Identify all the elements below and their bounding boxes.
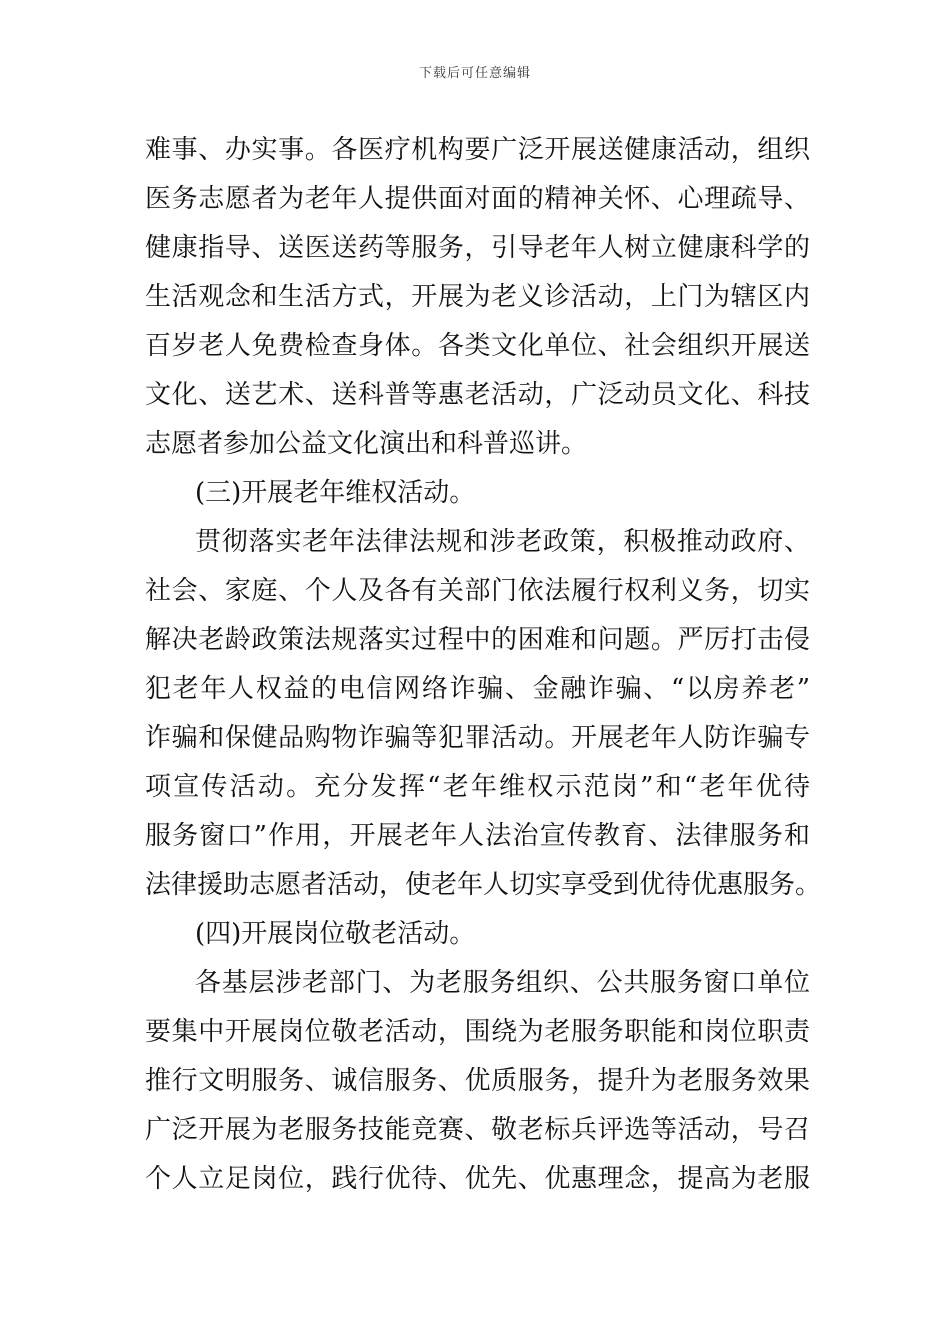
text-line: 生活观念和生活方式，开展为老义诊活动，上门为辖区内 (145, 282, 810, 312)
text-line: 推行文明服务、诚信服务、优质服务，提升为老服务效果 (145, 1066, 810, 1096)
text-line: 个人立足岗位，践行优待、优先、优惠理念，提高为老服 (145, 1164, 810, 1194)
text-line: 各基层涉老部门、为老服务组织、公共服务窗口单位 (195, 968, 810, 998)
document-body (145, 126, 822, 1204)
text-line: 项宣传活动。充分发挥“老年维权示范岗”和“老年优待 (145, 772, 810, 802)
page-header: 下载后可任意编辑 (418, 66, 531, 81)
text-line: 解决老龄政策法规落实过程中的困难和问题。严厉打击侵 (145, 625, 810, 655)
text-line: 服务窗口”作用，开展老年人法治宣传教育、法律服务和 (145, 821, 810, 851)
text-line: 志愿者参加公益文化演出和科普巡讲。 (145, 429, 588, 459)
text-line: 难事、办实事。各医疗机构要广泛开展送健康活动，组织 (145, 135, 810, 165)
text-line: 医务志愿者为老年人提供面对面的精神关怀、心理疏导、 (145, 184, 810, 214)
text-line: 贯彻落实老年法律法规和涉老政策，积极推动政府、 (195, 527, 810, 557)
text-line: 社会、家庭、个人及各有关部门依法履行权利义务，切实 (145, 576, 810, 606)
text-line: 文化、送艺术、送科普等惠老活动，广泛动员文化、科技 (145, 380, 810, 410)
text-line: 要集中开展岗位敬老活动，围绕为老服务职能和岗位职责 (145, 1017, 810, 1047)
text-line: 诈骗和保健品购物诈骗等犯罪活动。开展老年人防诈骗专 (145, 723, 810, 753)
text-line: 健康指导、送医送药等服务，引导老年人树立健康科学的 (145, 233, 810, 263)
section-heading: (四)开展岗位敬老活动。 (195, 919, 476, 949)
section-heading: (三)开展老年维权活动。 (195, 478, 476, 508)
text-line: 广泛开展为老服务技能竞赛、敬老标兵评选等活动，号召 (145, 1115, 810, 1145)
text-line: 犯老年人权益的电信网络诈骗、金融诈骗、“以房养老” (145, 674, 810, 704)
text-line: 百岁老人免费检查身体。各类文化单位、社会组织开展送 (145, 331, 810, 361)
text-line: 法律援助志愿者活动，使老年人切实享受到优待优惠服务。 (145, 870, 822, 900)
